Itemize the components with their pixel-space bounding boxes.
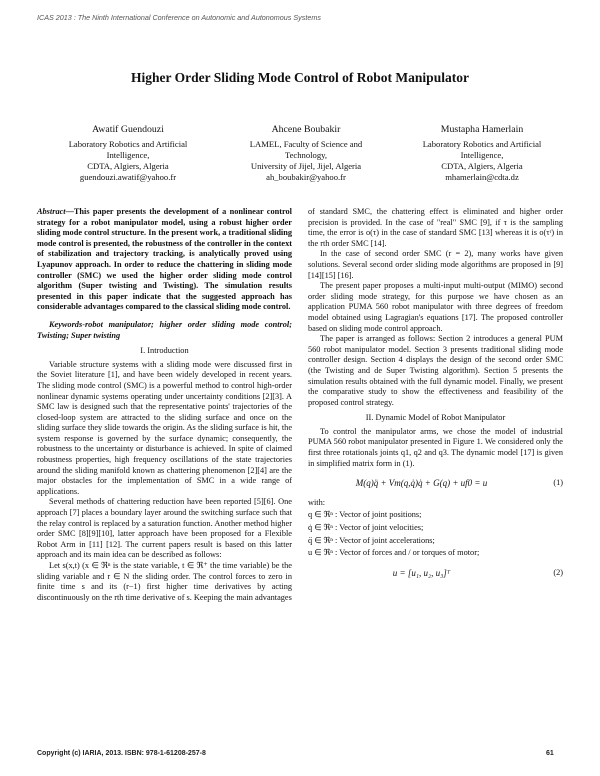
abstract <box>37 207 292 313</box>
author-email: guendouzi.awatif@yahoo.fr <box>79 172 177 182</box>
author-location: University of Jijel, Jijel, Algeria <box>250 161 362 171</box>
author-affiliation: Intelligence, <box>106 150 150 160</box>
left-column <box>37 207 292 603</box>
author-affiliation: Technology, <box>284 150 328 160</box>
author-affiliation: Intelligence, <box>460 150 504 160</box>
definition-item: q̈ ∈ ℜⁿ : Vector of joint accelerations; <box>308 535 435 545</box>
right-column <box>308 207 563 587</box>
page-number: 61 <box>546 750 554 757</box>
author-email: mhamerlain@cdta.dz <box>445 172 519 182</box>
paragraph: To control the manipulator arms, we chose the model of industrial PUMA 560 robot manipulator presented in Figure 1. We considered only the first three rotationals joints q1, q2 and q3. The dynamic model [17] is given in simplified matrix form in (1). <box>308 426 563 468</box>
keywords: Keywords-robot manipulator; higher order sliding mode control; Twisting; Super twisting <box>37 319 292 340</box>
author-block-3 <box>392 124 572 183</box>
abstract-label: Abstract <box>37 207 66 216</box>
paper-title: Higher Order Sliding Mode Control of Robot Manipulator <box>131 70 469 85</box>
author-affiliation: Laboratory Robotics and Artificial <box>422 139 542 149</box>
with-label: with: <box>308 497 326 507</box>
paragraph: The paper is arranged as follows: Section 2 introduces a general PUM 560 robot manipulator model. Section 3 presents traditional sliding mode controller design. Section 4 displays the design of the second order SMC (the Twisting and de Super Twisting algorithm). Section 5 presents the simulation results obtained with the full dynamic model. Finally, we present the comparative study to show the effectiveness and feasibility of the proposed control strategy. <box>308 334 563 407</box>
author-block-2 <box>216 124 396 183</box>
author-block-1 <box>38 124 218 183</box>
definitions-list <box>308 510 563 558</box>
section-heading-introduction: I. Introduction <box>140 346 189 356</box>
author-location: CDTA, Algiers, Algeria <box>441 161 523 171</box>
section-heading-dynamic-model: II. Dynamic Model of Robot Manipulator <box>365 413 506 423</box>
equation-2 <box>308 568 563 579</box>
equation-number: (1) <box>553 478 563 488</box>
paragraph: Let s(x,t) (x ∈ ℜⁿ is the state variable, t ∈ ℜ⁺ the time variable) be the sliding variable and r ∈ N the sliding order. The control forces to zero in finite time s and its (r−1) first higher time derivatives by acting discontinuously on the rth time derivative of s. Keeping the main advantages <box>37 561 292 602</box>
paragraph: In the case of second order SMC (r = 2), many works have given solutions. Several second order sliding mode algorithms are proposed in [9][14][15] [16]. <box>308 249 563 280</box>
author-affiliation: Laboratory Robotics and Artificial <box>68 139 188 149</box>
author-email: ah_boubakir@yahoo.fr <box>266 172 346 182</box>
paragraph: Variable structure systems with a sliding mode were discussed first in the Soviet literature [1], and have been widely developed in recent years. The sliding mode control (SMC) is a powerful method to control high-order nonlinear dynamic systems operating under uncertainty conditions [2][3]. A SMC law is designed such that the representative points' trajectories of the closed-loop system are attracted to the sliding surface and once on the sliding surface they slide towards the origin. As the sliding surface is hit, the system response is governed by the surface dynamic; consequently, the robustness to the uncertainty or disturbance is achieved. In spite of claimed robustness properties, high frequency oscillations of the state trajectories around the sliding manifold known as chattering phenomenon [2][4] are the major obstacles for the implementation of SMC in a wide range of applications. <box>37 359 292 496</box>
definition-item: q ∈ ℜⁿ : Vector of joint positions; <box>308 510 422 520</box>
copyright-footer: Copyright (c) IARIA, 2013. ISBN: 978-1-61208-257-8 <box>37 750 206 757</box>
author-location: CDTA, Algiers, Algeria <box>87 161 169 171</box>
author-name: Awatif Guendouzi <box>92 124 164 135</box>
paragraph: of standard SMC, the chattering effect is eliminated and higher order precision is provided. In the case of "real" SMC [9], if τ is the sampling time, the error is o(τ) in the case of standard SMC [13] whereas it is o(τʳ) in the rth order SMC [14]. <box>308 207 563 248</box>
author-name: Mustapha Hamerlain <box>440 124 524 135</box>
paragraph: The present paper proposes a multi-input multi-output (MIMO) second order sliding mode strategy, for this purpose we have chosen as an application PUMA 560 robot manipulator with three degrees of freedom model obtained using Lagragian's equations [17]. The proposed controller based on sliding mode control approach. <box>308 281 563 333</box>
equation-number: (2) <box>553 567 563 577</box>
definition-item: q̇ ∈ ℜⁿ : Vector of joint velocities; <box>308 523 424 533</box>
author-name: Ahcene Boubakir <box>271 124 341 135</box>
conference-header: ICAS 2013 : The Ninth International Conference on Autonomic and Autonomous Systems <box>37 13 321 22</box>
equation-body: u = [u₁, u₂, u₃]ᵀ <box>392 567 451 578</box>
abstract-text: —This paper presents the development of a nonlinear control strategy for a robot manipulator model, using a robust higher order sliding mode control structure. In the present work, a traditional sliding mode control is presented, the robustness of the controller in the context of stabilization and trajectory tracking, is analytically proved using Lyapunov approach. In order to reduce the chattering in sliding mode controller (SMC) we used the higher order sliding mode control algorithm (Super twisting and Twisting). The simulation results presented in this paper indicate that the suggested approach has considerable advantages compared to the classical sliding mode control. <box>37 207 292 312</box>
equation-1 <box>308 478 563 489</box>
author-affiliation: LAMEL, Faculty of Science and <box>249 139 363 149</box>
definition-item: u ∈ ℜⁿ : Vector of forces and / or torques of motor; <box>308 548 480 558</box>
paragraph: Several methods of chattering reduction have been reported [5][6]. One approach [7] places a boundary layer around the switching surface such that the relay control is replaced by a saturation function. Another method higher order SMC [8][9][10], latter approach have been proposed for a Flexible Robot Arm in [11] [12]. The current papers result is based on this latter approach and its main idea can be described as follows: <box>37 497 292 560</box>
equation-body: M(q)q̈ + Vm(q,q̇)q̇ + G(q) + uf0 = u <box>355 478 488 489</box>
